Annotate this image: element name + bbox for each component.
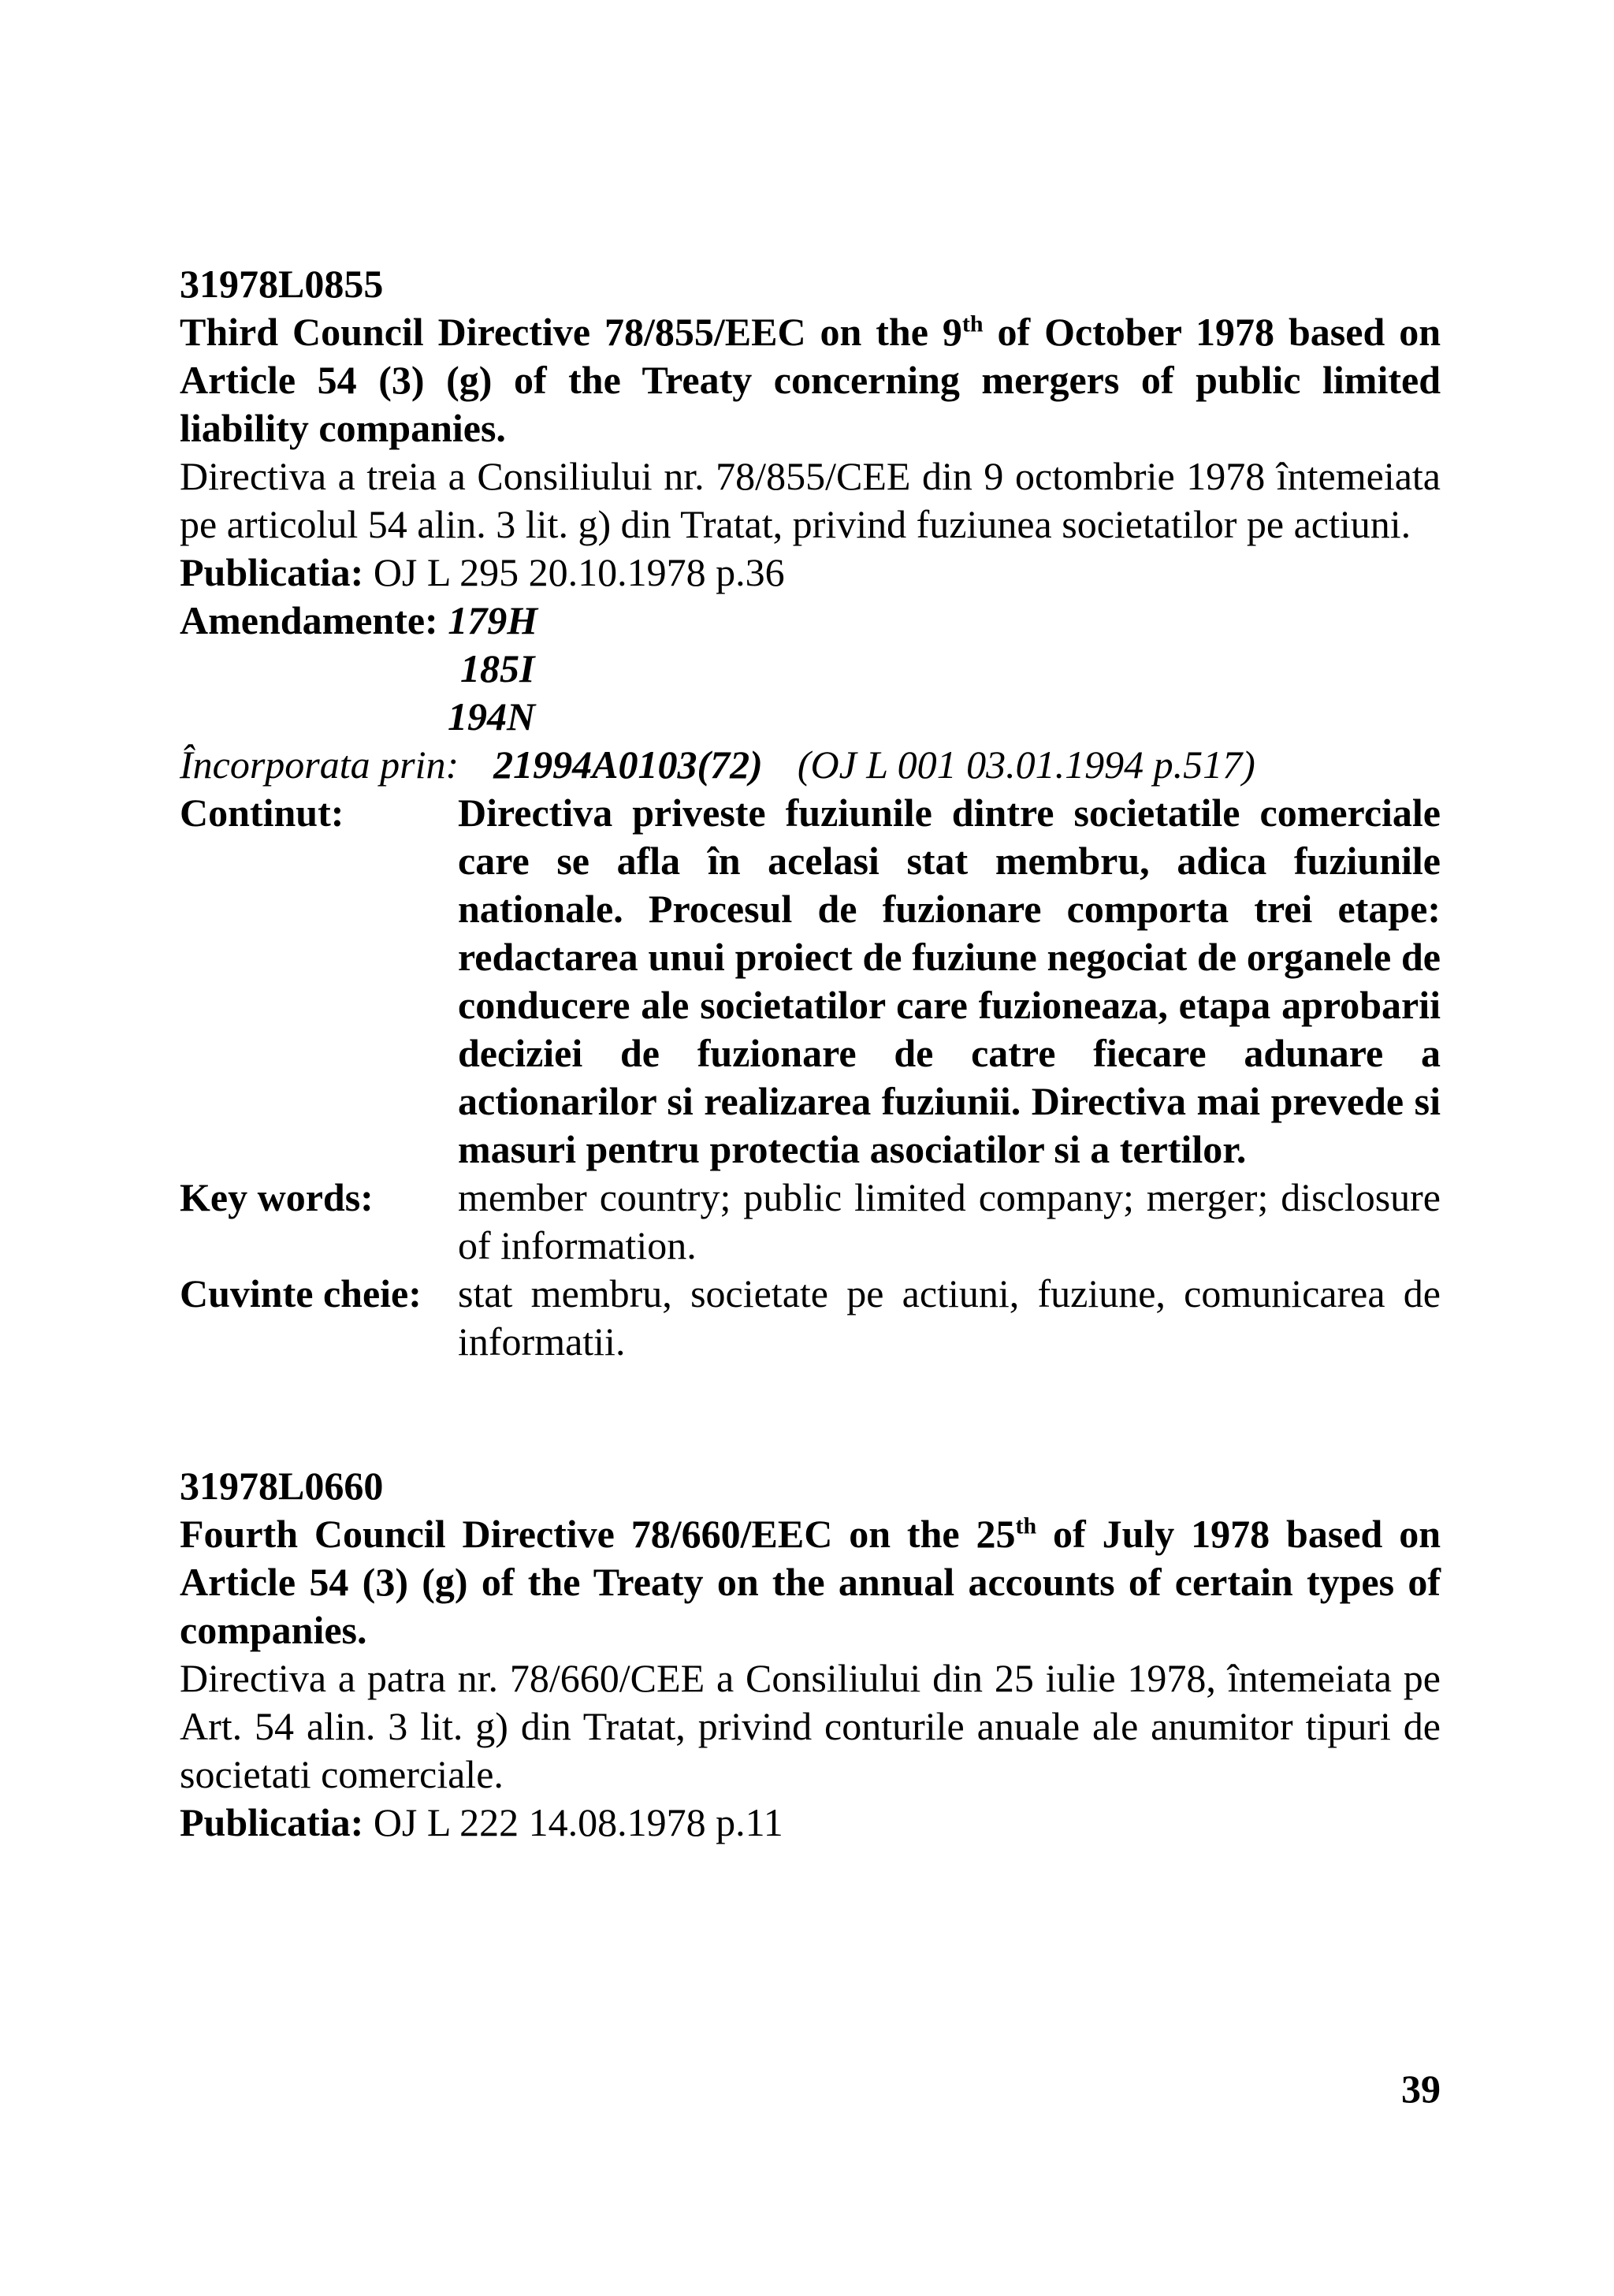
keywords-label: Key words: <box>180 1175 374 1219</box>
celex-number: 31978L0660 <box>180 1464 384 1508</box>
incorporata-reference: (OJ L 001 03.01.1994 p.517) <box>797 742 1255 787</box>
directive-title-en <box>180 308 1441 452</box>
amendamente-label: Amendamente: <box>180 598 438 642</box>
publicatia-row <box>180 549 1441 597</box>
publicatia-row <box>180 1799 1441 1847</box>
incorporata-label: Încorporata prin: <box>180 742 459 787</box>
keywords-text: member country; public limited company; merger; disclosure of information. <box>458 1175 1441 1267</box>
directive-title-en <box>180 1510 1441 1654</box>
cuvinte-cheie-text: stat membru, societate pe actiuni, fuziune, comunicarea de informatii. <box>458 1271 1441 1364</box>
ordinal-suffix: th <box>961 311 984 337</box>
page-content <box>180 260 1441 1847</box>
celex-number: 31978L0855 <box>180 262 384 306</box>
publicatia-label: Publicatia: <box>180 550 364 594</box>
continut-label: Continut: <box>180 791 344 835</box>
directive-entry <box>180 1462 1441 1847</box>
incorporata-row <box>180 741 1441 789</box>
publicatia-value: OJ L 295 20.10.1978 p.36 <box>363 550 785 594</box>
directive-entry <box>180 260 1441 1366</box>
amendment-code: 194N <box>448 694 536 739</box>
directive-title-ro: Directiva a patra nr. 78/660/CEE a Consiliului din 25 iulie 1978, întemeiata pe Art. 54 alin. 3 lit. g) din Tratat, privind conturile anuale ale anumitor tipuri de societati comerciale. <box>180 1656 1441 1796</box>
publicatia-label: Publicatia: <box>180 1800 364 1844</box>
amendment-code: 179H <box>448 598 538 642</box>
continut-row <box>180 789 1441 1174</box>
title-text: Third Council Directive 78/855/EEC on the 9 <box>180 310 962 354</box>
amendamente-row <box>180 597 1441 645</box>
ordinal-suffix: th <box>1015 1513 1037 1539</box>
title-text-continued: of October 1978 based on Article 54 (3) (g) of the Treaty concerning mergers of public limited liability companies. <box>180 310 1441 450</box>
directive-title-ro: Directiva a treia a Consiliului nr. 78/855/CEE din 9 octombrie 1978 întemeiata pe articolul 54 alin. 3 lit. g) din Tratat, privind fuziunea societatilor pe actiuni. <box>180 454 1441 546</box>
continut-text: Directiva priveste fuziunile dintre societatile comerciale care se afla în acelasi stat membru, adica fuziunile nationale. Procesul de fuzionare comporta trei etape: redactarea unui proiect de fuziune negociat de organele de conducere ale societatilor care fuzioneaza, etapa aprobarii deciziei de fuzionare de catre fiecare adunare a actionarilor si realizarea fuziunii. Directiva mai prevede si masuri pentru protectia asociatilor si a tertilor. <box>458 791 1441 1171</box>
amendment-code: 185I <box>460 646 535 690</box>
cuvinte-cheie-row <box>180 1270 1441 1366</box>
cuvinte-cheie-label: Cuvinte cheie: <box>180 1271 422 1315</box>
publicatia-value: OJ L 222 14.08.1978 p.11 <box>363 1800 783 1844</box>
page-number: 39 <box>1401 2067 1441 2111</box>
keywords-row <box>180 1174 1441 1270</box>
incorporata-code: 21994A0103(72) <box>493 742 763 787</box>
title-text: Fourth Council Directive 78/660/EEC on the 25 <box>180 1512 1016 1556</box>
title-text-continued: of July 1978 based on Article 54 (3) (g) of the Treaty on the annual accounts of certain types of companies. <box>180 1512 1441 1652</box>
entry-separator <box>180 1366 1441 1462</box>
